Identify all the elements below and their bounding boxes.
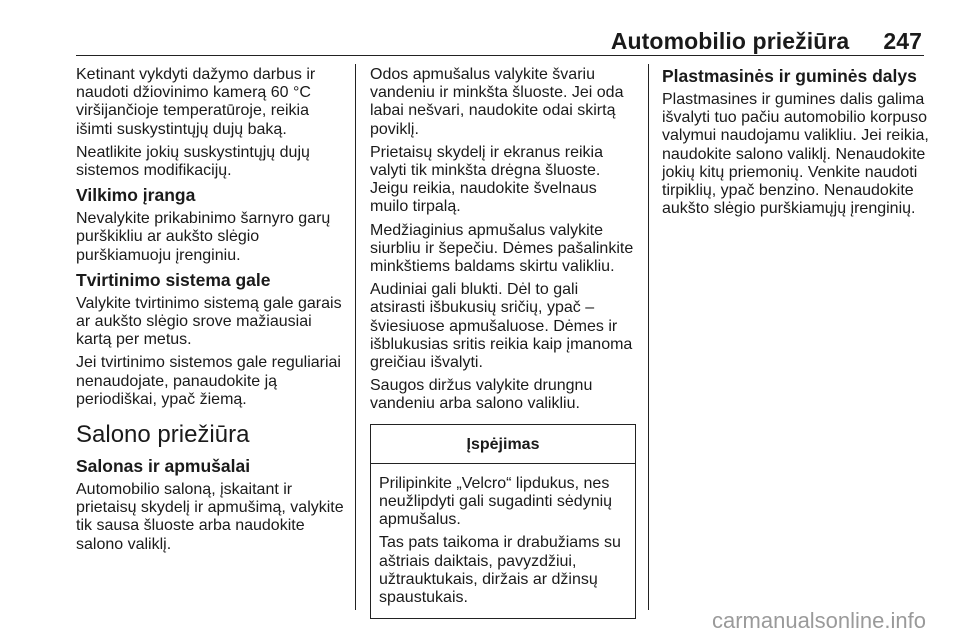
page-header bbox=[611, 28, 922, 55]
dashboard-paragraph: Prietaisų skydelį ir ekranus reikia valyti tik minkšta drėgna šluoste. Jeigu reikia, naudokite švelnaus muilo tirpalą. bbox=[370, 143, 603, 216]
lpg-paint-paragraph: Ketinant vykdyti dažymo darbus ir naudoti džiovinimo kamerą 60 °C viršijančioje temperatūroje, reikia išimti suskystintųjų dujų baką. bbox=[76, 66, 316, 138]
rear-carrier-paragraph-1: Valykite tvirtinimo sistemą gale garais ar aukšto slėgio srove mažiausiai kartą per metus. bbox=[76, 294, 342, 349]
column-divider-1 bbox=[355, 64, 356, 610]
rear-carrier-paragraph-2: Jei tvirtinimo sistemos gale reguliariai nenaudojate, panaudokite ją periodiškai, ypač žiemą. bbox=[76, 354, 341, 408]
rear-carrier-heading: Tvirtinimo sistema gale bbox=[76, 269, 271, 290]
page-title: Automobilio priežiūra bbox=[610, 28, 850, 54]
fading-paragraph: Audiniai gali blukti. Dėl to gali atsirasti išbukusių sričių, ypač – šviesiuose apmušaluose. Dėmes ir išblukusias sritis reikia kaip įmanoma greičiau išvalyti. bbox=[370, 281, 633, 372]
column-3 bbox=[662, 66, 934, 223]
towing-heading: Vilkimo įranga bbox=[76, 185, 196, 206]
warning-title: Įspėjimas bbox=[371, 425, 635, 464]
plastic-rubber-paragraph: Plastmasines ir gumines dalis galima išvalyti tuo pačiu automobilio korpuso valymui naudojamu valikliu. Jei reikia, naudokite salono valiklį. Nenaudokite jokių kitų priemonių. Venkite naudoti tirpiklių, ypač benzino. Nenaudokite aukšto slėgio purškiamųjų įrenginių. bbox=[662, 91, 929, 218]
leather-paragraph: Odos apmušalus valykite švariu vandeniu ir minkšta šluoste. Jei oda labai nešvari, naudokite odai skirtą poviklį. bbox=[370, 66, 624, 138]
fabric-paragraph: Medžiaginius apmušalus valykite siurbliu ir šepečiu. Dėmes pašalinkite minkštiems baldams skirtu valikliu. bbox=[370, 221, 634, 276]
plastic-rubber-heading: Plastmasinės ir guminės dalys bbox=[662, 66, 917, 86]
column-1 bbox=[76, 66, 346, 559]
interior-care-heading: Salono priežiūra bbox=[76, 421, 250, 449]
warning-body bbox=[371, 464, 635, 618]
warning-paragraph-2: Tas pats taikoma ir drabužiams su aštriais daiktais, pavyzdžiui, užtrauktukais, diržais ar džinsų spaustukais. bbox=[379, 534, 621, 607]
page-number: 247 bbox=[883, 28, 922, 54]
lpg-modification-paragraph: Neatlikite jokių suskystintųjų dujų sistemos modifikacijų. bbox=[76, 143, 310, 180]
seatbelt-paragraph: Saugos diržus valykite drungnu vandeniu arba salono valikliu. bbox=[370, 377, 593, 413]
interior-paragraph: Automobilio saloną, įskaitant ir prietaisų skydelį ir apmušimą, valykite tik sausa šluoste arba naudokite salono valiklį. bbox=[76, 481, 344, 553]
warning-paragraph-1: Prilipinkite „Velcro“ lipdukus, nes neužlipdyti gali sugadinti sėdynių apmušalus. bbox=[379, 474, 613, 529]
interior-upholstery-heading: Salonas ir apmušalai bbox=[76, 456, 251, 477]
towing-paragraph: Nevalykite prikabinimo šarnyro garų purškikliu ar aukšto slėgio purškiamuoju įrenginiu. bbox=[76, 210, 331, 264]
warning-box bbox=[370, 424, 636, 620]
watermark: carmanualsonline.info bbox=[711, 608, 926, 633]
header-rule bbox=[76, 55, 924, 56]
column-2 bbox=[370, 66, 636, 619]
column-divider-2 bbox=[648, 64, 649, 610]
